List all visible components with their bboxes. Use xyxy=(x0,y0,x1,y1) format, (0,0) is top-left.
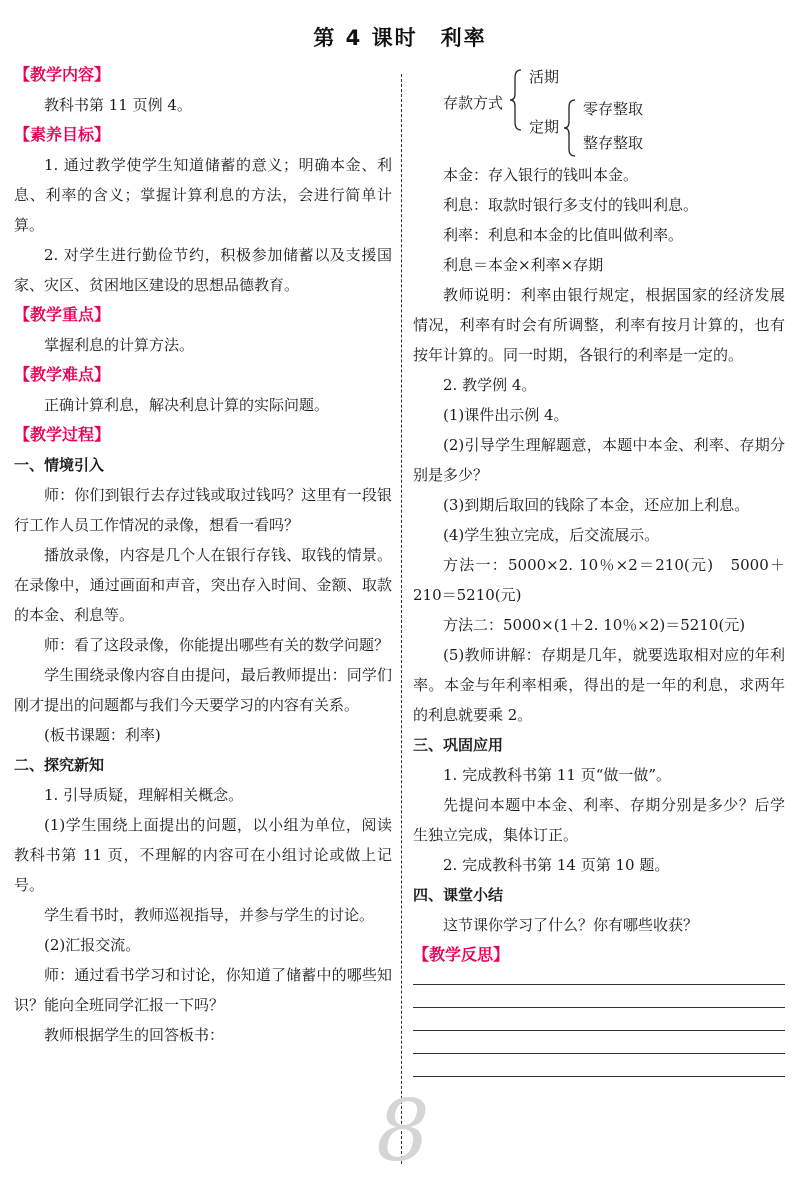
tree-current: 活期 xyxy=(529,68,560,86)
paragraph: (板书课题：利率) xyxy=(44,726,161,744)
paragraph: 2. 教学例 4。 xyxy=(443,376,537,394)
writing-line xyxy=(413,1053,785,1054)
heading-difficulty: 【教学难点】 xyxy=(14,365,111,384)
page-number: 8 xyxy=(376,1082,430,1180)
heading-content: 【教学内容】 xyxy=(14,65,111,84)
method-1: 方法一：5000×2. 10％×2＝210(元) 5000＋210＝5210(元) xyxy=(413,556,785,604)
paragraph: 这节课你学习了什么？你有哪些收获？ xyxy=(443,916,699,934)
paragraph: 学生看书时，教师巡视指导，并参与学生的讨论。 xyxy=(44,906,375,924)
writing-line xyxy=(413,1076,785,1077)
paragraph: 播放录像，内容是几个人在银行存钱、取钱的情景。在录像中，通过画面和声音，突出存入时间、金额、取款的本金、利息等。 xyxy=(14,546,392,624)
goal-2: 2. 对学生进行勤俭节约，积极参加储蓄以及支援国家、灾区、贫困地区建设的思想品德教育。 xyxy=(14,246,392,294)
writing-line xyxy=(413,984,785,985)
page-title: 第 4 课时 利率 xyxy=(313,26,487,50)
paragraph: 教师说明：利率由银行规定，根据国家的经济发展情况，利率有时会有所调整，利率有按月计算的，也有按年计算的。同一时期，各银行的利率是一定的。 xyxy=(413,286,785,364)
tree-root: 存款方式 xyxy=(443,94,504,112)
brace-icon xyxy=(563,98,577,158)
paragraph: (2)汇报交流。 xyxy=(44,936,141,954)
paragraph: 学生围绕录像内容自由提问，最后教师提出：同学们刚才提出的问题都与我们今天要学习的内容有关系。 xyxy=(14,666,392,714)
subheading-explore: 二、探究新知 xyxy=(14,756,105,774)
paragraph: 师：通过看书学习和讨论，你知道了储蓄中的哪些知识？能向全班同学汇报一下吗？ xyxy=(14,966,392,1014)
paragraph: (4)学生独立完成，后交流展示。 xyxy=(443,526,660,544)
column-divider xyxy=(401,74,402,1164)
heading-process: 【教学过程】 xyxy=(14,425,111,444)
paragraph: (3)到期后取回的钱除了本金，还应加上利息。 xyxy=(443,496,750,514)
paragraph: 教师根据学生的回答板书： xyxy=(44,1026,225,1044)
tree-fixed-a: 零存整取 xyxy=(583,100,644,118)
heading-goals: 【素养目标】 xyxy=(14,125,111,144)
method-2: 方法二：5000×(1＋2. 10％×2)＝5210(元) xyxy=(443,616,746,634)
difficulty-text: 正确计算利息，解决利息计算的实际问题。 xyxy=(44,396,330,414)
writing-line xyxy=(413,1007,785,1008)
paragraph: 1. 引导质疑，理解相关概念。 xyxy=(44,786,244,804)
key-point-text: 掌握利息的计算方法。 xyxy=(44,336,195,354)
deposit-type-tree xyxy=(443,64,785,160)
definition: 利息：取款时银行多支付的钱叫利息。 xyxy=(443,196,699,214)
definition: 本金：存入银行的钱叫本金。 xyxy=(443,166,639,184)
subheading-summary: 四、课堂小结 xyxy=(413,886,504,904)
goal-1: 1. 通过教学使学生知道储蓄的意义；明确本金、利息、利率的含义；掌握计算利息的方法，会进行简单计算。 xyxy=(14,156,392,234)
heading-key-point: 【教学重点】 xyxy=(14,305,111,324)
formula: 利息＝本金×利率×存期 xyxy=(443,256,604,274)
subheading-intro: 一、情境引入 xyxy=(14,456,105,474)
paragraph: 师：你们到银行去存过钱或取过钱吗？这里有一段银行工作人员工作情况的录像，想看一看吗？ xyxy=(14,486,392,534)
paragraph: (5)教师讲解：存期是几年，就要选取相对应的年利率。本金与年利率相乘，得出的是一年的利息，求两年的利息就要乘 2。 xyxy=(413,646,785,724)
tree-fixed-b: 整存整取 xyxy=(583,134,644,152)
left-column xyxy=(14,60,392,1050)
paragraph: (2)引导学生理解题意，本题中本金、利率、存期分别是多少？ xyxy=(413,436,785,484)
right-column xyxy=(413,64,785,1099)
paragraph: 2. 完成教科书第 14 页第 10 题。 xyxy=(443,856,670,874)
heading-reflection: 【教学反思】 xyxy=(413,945,510,964)
reflection-lines xyxy=(413,984,785,1077)
definition: 利率：利息和本金的比值叫做利率。 xyxy=(443,226,684,244)
paragraph: 1. 完成教科书第 11 页“做一做”。 xyxy=(443,766,672,784)
tree-fixed: 定期 xyxy=(529,118,560,136)
subheading-practice: 三、巩固应用 xyxy=(413,736,504,754)
paragraph: (1)学生围绕上面提出的问题，以小组为单位，阅读教科书第 11 页，不理解的内容可在小组讨论或做上记号。 xyxy=(14,816,392,894)
writing-line xyxy=(413,1030,785,1031)
brace-icon xyxy=(509,68,523,132)
paragraph: (1)课件出示例 4。 xyxy=(443,406,569,424)
paragraph: 先提问本题中本金、利率、存期分别是多少？后学生独立完成，集体订正。 xyxy=(413,796,785,844)
paragraph: 师：看了这段录像，你能提出哪些有关的数学问题？ xyxy=(44,636,390,654)
content-text: 教科书第 11 页例 4。 xyxy=(44,96,192,114)
